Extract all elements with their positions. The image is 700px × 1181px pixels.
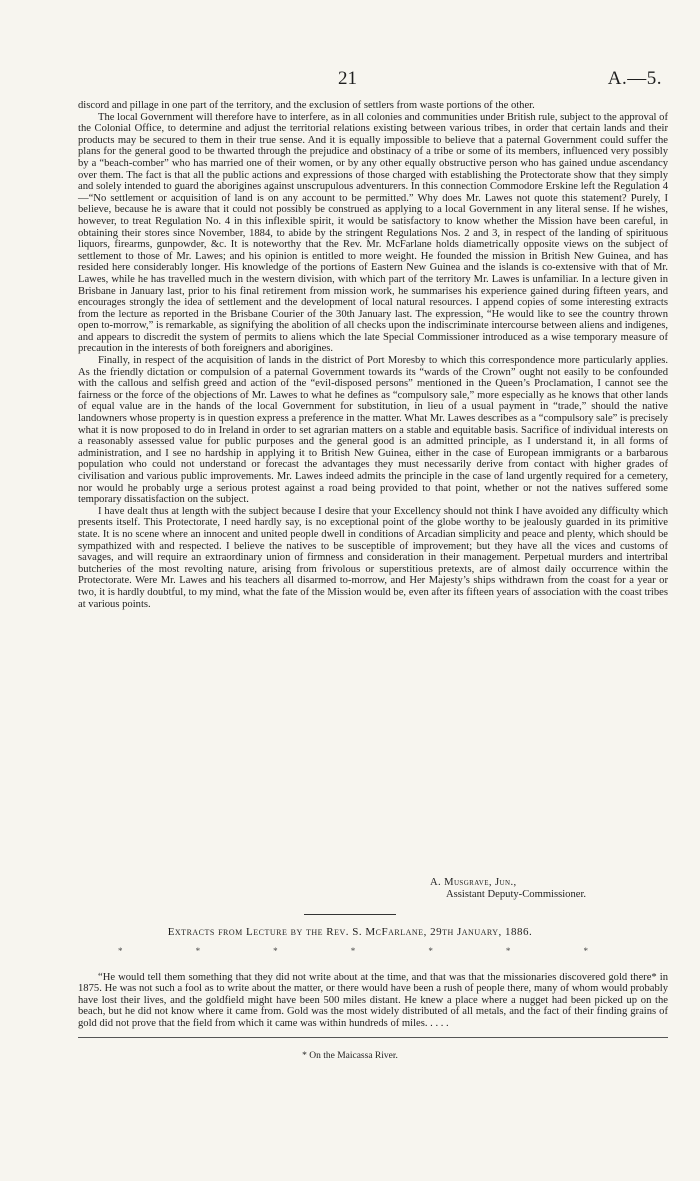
section-divider [304,914,396,915]
star-mark: * [505,946,511,956]
star-mark: * [428,946,433,956]
star-mark: * [350,946,356,956]
ellipsis-stars [118,946,588,956]
paragraph: Finally, in respect of the acquisition of lands in the district of Port Moresby to which this correspondence more particularly applies. As the friendly dictation or compulsion of a paternal Government towards its “wards of the Crown” ought not easily to be confounded with the callous and selfish greed and action of the “evil-disposed persons” mentioned in the Queen’s Proclamation, I cannot see the fairness or the force of the objections of Mr. Lawes to what he defines as “compulsory sale,” more especially as he knows that other lands of equal value are in the hands of the local Government for substitution, in lieu of a usual payment in “trade,” should the native landowners whose property is in question express a preference in the matter. What Mr. Lawes describes as a “compulsory sale” is precisely what it is now proposed to do in Ireland in order to set agrarian matters on a stable and equitable basis. Sacrifice of individual interests on a reasonably assessed value for public purposes and the general good is an admitted principle, as I understand it, in all forms of administration, and I see no hardship in applying it to British New Guinea, either in the case of European immigrants or a barbarous population who could not understand or forecast the advantages they must necessarily derive from contact with higher grades of civilisation and various public improvements. Mr. Lawes indeed admits the principle in the case of land urgently required for a cemetery, nor would he probably urge a serious protest against a road being provided to that point, whether or not the natives suffered some temporary dissatisfaction on the subject. [78,355,668,506]
footnote-divider [78,1037,668,1038]
page-number: 21 [338,68,357,89]
paragraph: discord and pillage in one part of the territory, and the exclusion of settlers from waste portions of the other. [78,100,535,111]
document-reference: A.—5. [607,68,662,89]
footnote: * On the Maicassa River. [302,1051,398,1061]
paragraph: I have dealt thus at length with the subject because I desire that your Excellency should not think I have avoided any difficulty which presents itself. This Protectorate, I need hardly say, is no exceptional point of the globe worthy to be jealously guarded in its primitive state. It is no scene where an innocent and united people dwell in conditions of Arcadian simplicity and peace and plenty, which should be sympathized with and respected. I believe the natives to be susceptible of improvement; but they have all the vices and customs of savages, and will require an extraordinary union of firmness and consideration in their management. Perpetual murders and intertribal butcheries of the most revolting nature, arising from frivolous or superstitious pretexts, are of almost daily occurrence within the Protectorate. Were Mr. Lawes and his teachers all disarmed to-morrow, and Her Majesty’s ships withdrawn from the coast for a year or two, it is hardly doubtful, to my mind, what the fate of the Mission would be, even after its fifteen years of association with the coast tribes at various points. [78,505,668,610]
star-mark: * [583,946,588,956]
paragraph: The local Government will therefore have to interfere, as in all colonies and communities under British rule, subject to the approval of the Colonial Office, to determine and adjust the territorial relations existing between various tribes, in order that certain lands and their products may be secured to them in their true sense. And it is equally impossible to believe that a paternal Government could suffer the plans for the general good to be thwarted through the prejudice and obstinacy of a tribe or some of its members, influenced very possibly by a “beach-comber” who has married one of their women, or by any other equally obstructive person who has gained undue ascendancy over them. The fact is that all the public actions and expressions of those charged with establishing the Protectorate show that they simply and solely intended to guard the aborigines against unscrupulous adventurers. In this connection Commodore Erskine left the Regulation 4—“No settlement or acquisition of land is on any account to be permitted.” Why does Mr. Lawes not quote this statement? Purely, I believe, because he is aware that it could not possibly be construed as applying to a local Government in any literal sense. If he wishes, however, to treat Regulation No. 4 in this inflexible spirit, it would be satisfactory to know whether the Mission have been careful, in obtaining their stores since November, 1884, to abide by the stringent Regulations Nos. 2 and 3, in respect of the landing of spirituous liquors, firearms, gunpowder, &c. It is noteworthy that the Rev. Mr. McFarlane holds diametrically opposite views on the subject of settlement to those of Mr. Lawes; and his opinion is entitled to more weight. He founded the mission in British New Guinea, and has resided here considerably longer. His knowledge of the portions of Eastern New Guinea and the islands is co-extensive with that of Mr. Lawes, while he has travelled much in the western division, with which part of the territory Mr. Lawes is unfamiliar. In a lecture given in Brisbane in January last, prior to his final retirement from mission work, he summarises his experience gained during fifteen years, and encourages strongly the idea of settlement and the development of local natural resources. I append copies of some interesting extracts from the lecture as reported in the Brisbane Courier of the 30th January last. The expression, “He would like to see the country thrown open to-morrow,” is remarkable, as signifying the abolition of all checks upon the indiscriminate intercourse between aliens and indigenes, and appears to discredit the system of permits to aliens which the late Special Commissioner introduced as a wise temporary measure of precaution in the interests of both foreigners and aborigines. [78,111,668,355]
star-mark: * [273,946,278,956]
signatory-name: A. Musgrave, Jun., [430,877,517,888]
star-mark: * [195,946,201,956]
signature-block [430,877,586,901]
extracts-heading: Extracts from Lecture by the Rev. S. McFarlane, 29th January, 1886. [167,926,533,938]
page-header [0,68,700,92]
signatory-title: Assistant Deputy-Commissioner. [446,889,587,900]
body-text [78,100,668,610]
extract-paragraph: “He would tell them something that they did not write about at the time, and that was that the missionaries discovered gold there* in 1875. He was not such a fool as to write about the matter, or there would have been a rush of people there, many of whom would probably have lost their lives, and the goldfield might have been 500 miles distant. He knew a place where a nugget had been picked up on the beach, but he did not know where it came from. Gold was the most widely distributed of all metals, and the fact of their finding grains of gold did not prove that the field from which it came was within hundreds of miles. . . . . [78,971,668,1029]
star-mark: * [118,946,123,956]
